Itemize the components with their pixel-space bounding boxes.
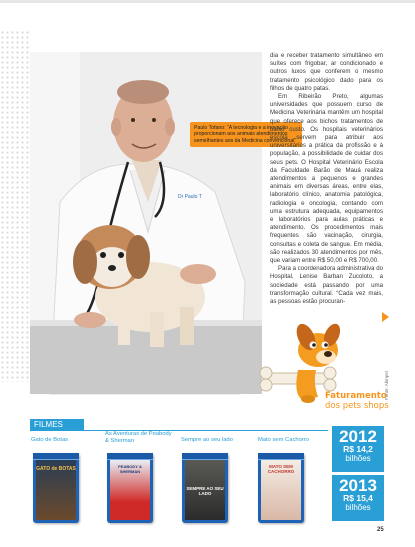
- dvd-cover-title: GATO de BOTAS: [36, 466, 76, 472]
- coat-embroidery: Dr Paulo T: [178, 194, 202, 200]
- sidebar-subtitle: dos pets shops: [325, 401, 389, 411]
- dvd-art: [185, 460, 225, 520]
- dvd-cover-title: SEMPRE AO SEU LADO: [186, 486, 224, 496]
- movie-title-4: Mato sem Cachorro: [258, 437, 309, 443]
- filmes-divider: [30, 430, 328, 431]
- dvd-art: [110, 460, 150, 520]
- sidebar-title: Faturamento: [325, 391, 387, 401]
- stat-year: 2013: [339, 476, 377, 495]
- dvd-cover-title: MATO SEM CACHORRO: [267, 464, 295, 474]
- dvd-cover-sempre-ao-seu-lado: [182, 453, 228, 523]
- photo-caption: Paulo Tofano: “A tecnologia e a inovação proporcionam aos animais atendimentos semelhantes aos da Medicina convencional”: [190, 122, 302, 147]
- stat-box-2013: [332, 475, 384, 521]
- page-number: 25: [377, 527, 384, 533]
- stat-value: R$ 15,4: [343, 493, 373, 503]
- stat-unit: bilhões: [345, 454, 371, 463]
- stat-unit: bilhões: [345, 503, 371, 512]
- stat-value: R$ 14,2: [343, 444, 373, 454]
- article-body: [270, 52, 383, 306]
- dot-pattern-margin: [0, 30, 30, 382]
- movie-title-1: Gato de Botas: [31, 437, 69, 443]
- dvd-art: [261, 460, 301, 520]
- dvd-cover-peabody-sherman: [107, 453, 153, 523]
- paragraph-3: Para a coordenadora administrativa do Hospital, Lenise Barban Zucoloto, a sociedade está passando por uma transformação cultural. “Cada vez mais, as pessoas estão procuran-: [270, 265, 384, 306]
- veterinarian-photo: [30, 52, 297, 394]
- stat-box-2012: [332, 426, 384, 472]
- dvd-cover-gato-de-botas: [33, 453, 79, 523]
- dvd-cover-mato-sem-cachorro: [258, 453, 304, 523]
- paragraph-2: Em Ribeirão Preto, algumas universidades que possuem curso de Medicina Veterinária mantêm um hospital que oferece aos bichos tratamentos de baixo custo. Os hospitais veterinários escola servem para atribuir aos universitários a prática da profissão e à população, a possibilidade de cuidar dos seus pets. O Hospital Veterinário Escola da Faculdade Barão de Mauá realiza atendimentos a pequenos e grandes animais em diversas áreas, entre elas, laboratório clínico, anatomia patológica, radiologia e oncologia, contando com uma estrutura adequada, equipamentos e laboratórios para aulas práticas e atendimento. Os procedimentos mais frequentes são vacinação, cirurgia, consultas e coleta de sangue. Em média, são realizados 30 atendimentos por mês, que variam entre R$ 50,00 e R$ 700,00.: [270, 93, 383, 265]
- stat-year: 2012: [339, 427, 377, 446]
- movie-title-3: Sempre ao seu lado: [181, 437, 233, 443]
- dvd-cover-title: PEABODY & SHERMAN: [118, 464, 142, 474]
- photo-illustration: [30, 52, 262, 394]
- top-rule: [0, 0, 415, 3]
- paragraph-1: dia e receber tratamento simultâneo em suítes com frigobar, ar condicionado e outros luxos que conferem o mesmo tratamento psicológico dado para os filhos de quatro patas.: [270, 52, 383, 92]
- filmes-heading: FILMES: [30, 419, 84, 430]
- continue-arrow-icon: [382, 312, 389, 322]
- source-credit: Fonte: Abinpet: [384, 370, 389, 400]
- movie-title-2: As Aventuras de Peabody & Sherman: [105, 431, 172, 444]
- dvd-art: [36, 460, 76, 520]
